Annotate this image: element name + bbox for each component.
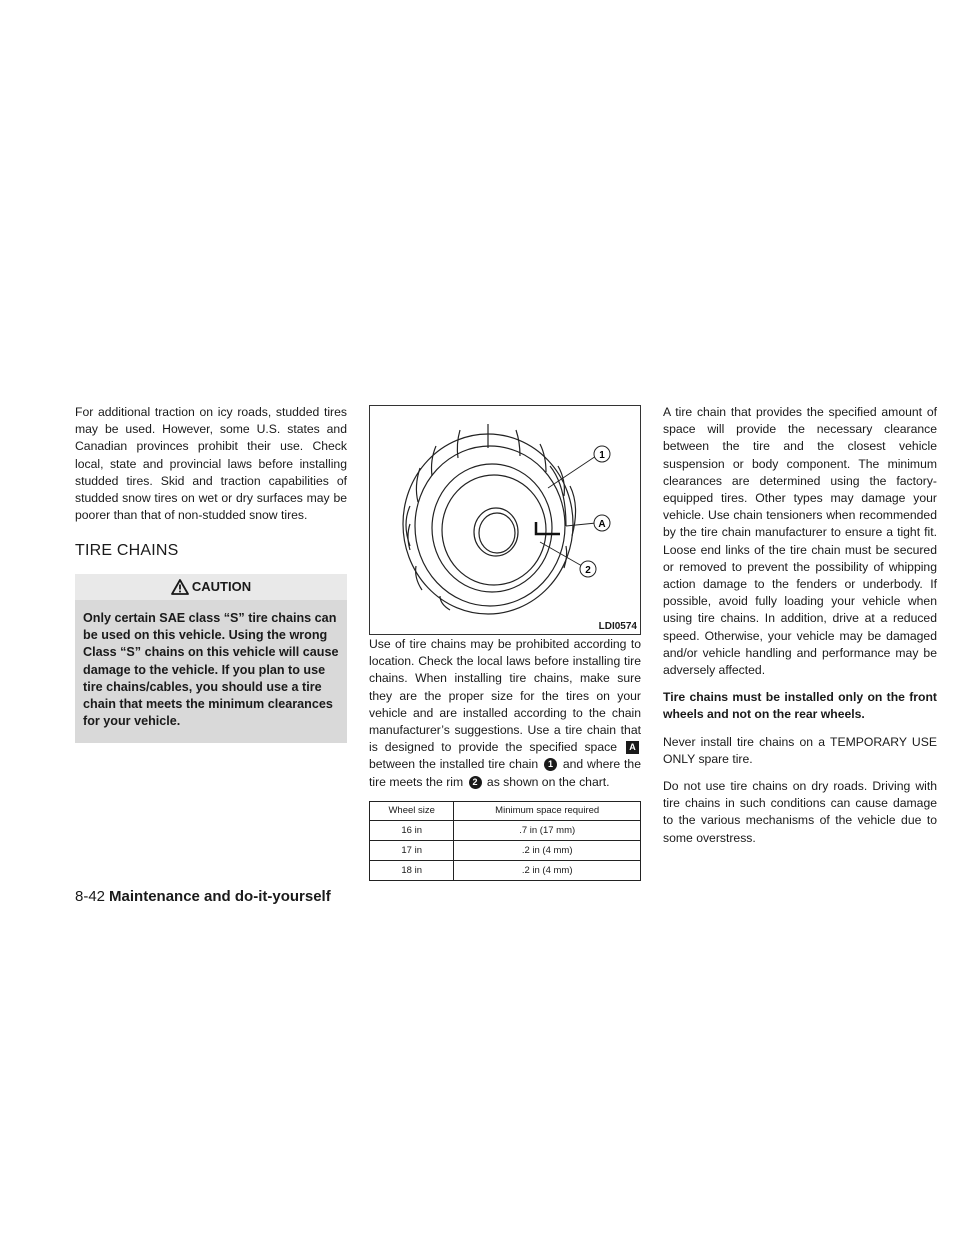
table-cell: 18 in — [370, 860, 454, 880]
dry-roads-paragraph: Do not use tire chains on dry roads. Driving with tire chains in such conditions can cause damage to the various mechanisms of the vehicle due to some overstress. — [663, 779, 937, 845]
callout-2: 2 — [469, 776, 482, 789]
caution-header — [75, 574, 347, 600]
caution-text: Only certain SAE class “S” tire chains can be used on this vehicle. Using the wrong Class “S” chains on this vehicle will cause damage to the vehicle. If you plan to use tire chains/cables, you should use a tire chain that meets the minimum clearances for your vehicle. — [83, 610, 339, 729]
tire-chain-diagram-icon — [370, 406, 640, 634]
table-cell: 16 in — [370, 820, 454, 840]
section-heading: TIRE CHAINS — [75, 542, 179, 560]
callout-1-label: 1 — [599, 450, 605, 461]
chains-paragraph — [369, 636, 641, 791]
intro-paragraph: For additional traction on icy roads, studded tires may be used. However, some U.S. states and Canadian provinces prohibit their use. Check local, state and provincial laws before installing studded tires. Skid and traction capabilities of studded snow tires on wet or dry surfaces may be poorer than that of non-studded snow tires. — [75, 405, 347, 523]
page-number: 8-42 — [75, 888, 106, 905]
chains-text-b: between the installed tire chain — [369, 757, 539, 772]
table-header-row — [370, 801, 641, 820]
front-wheels-warning: Tire chains must be installed only on the front wheels and not on the rear wheels. — [663, 690, 937, 722]
figure-code: LDI0574 — [598, 621, 637, 632]
clearance-paragraph: A tire chain that provides the specified amount of space will provide the necessary clearance between the tire and the closest vehicle suspension or body component. The minimum clearances are determined using the factory-equipped tires. Other types may damage your vehicle. Use chain tensioners when recommended by the tire chain manufacturer to ensure a tight fit. Loose end links of the tire chain must be secured or removed to prevent the possibility of whipping action damage to the fenders or underbody. If possible, avoid fully loading your vehicle when using tire chains. In addition, drive at a reduced speed. Otherwise, your vehicle may be damaged and/or vehicle handling and performance may be adversely affected. — [663, 405, 937, 678]
column-middle — [369, 636, 641, 881]
table-cell: .2 in (4 mm) — [454, 860, 641, 880]
table-row — [370, 840, 641, 860]
clearance-table — [369, 801, 641, 881]
callout-1: 1 — [544, 758, 557, 771]
table-header: Minimum space required — [454, 801, 641, 820]
table-cell: 17 in — [370, 840, 454, 860]
table-row — [370, 860, 641, 880]
table-cell: .2 in (4 mm) — [454, 840, 641, 860]
chains-text-a: Use of tire chains may be prohibited according to location. Check the local laws before installing tire chains. When installing tire chains, make sure they are the proper size for the tires on your vehicle and are installed according to the chain manufacturer’s suggestions. Use a tire chain that is designed to provide the specified space — [369, 637, 641, 755]
chains-text-c: and where the tire meets the rim — [369, 757, 641, 789]
warning-icon — [171, 579, 189, 595]
column-left — [75, 404, 347, 743]
caution-title: CAUTION — [191, 579, 252, 595]
column-right — [663, 404, 937, 857]
tire-chain-figure — [369, 405, 641, 635]
caution-box — [75, 574, 347, 743]
section-title: Maintenance and do-it-yourself — [109, 888, 331, 905]
chains-text-d: as shown on the chart. — [486, 774, 610, 789]
table-row — [370, 820, 641, 840]
page-footer — [75, 888, 331, 905]
table-cell: .7 in (17 mm) — [454, 820, 641, 840]
callout-2-label: 2 — [585, 565, 591, 576]
table-header: Wheel size — [370, 801, 454, 820]
callout-a-label: A — [598, 519, 606, 530]
spare-tire-paragraph: Never install tire chains on a TEMPORARY USE ONLY spare tire. — [663, 734, 937, 766]
callout-a: A — [626, 741, 639, 754]
